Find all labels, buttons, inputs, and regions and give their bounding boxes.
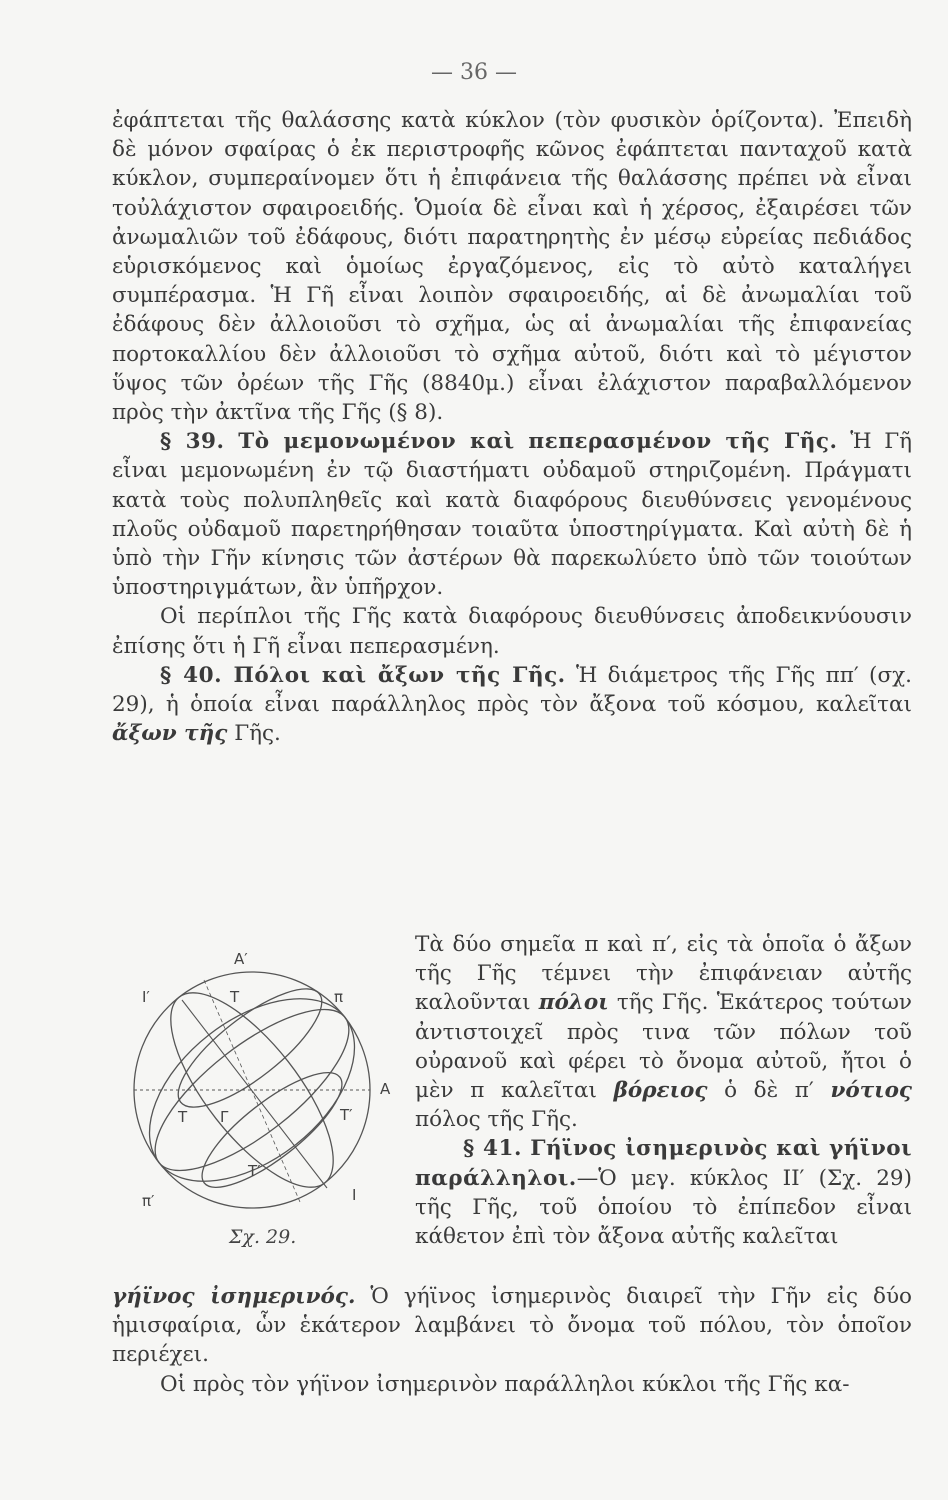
label-a: A (380, 1080, 391, 1098)
section-40-body-a: Ἡ διάμετρος τῆς Γῆς ππ′ (σχ. 29), ἡ ὁποία εἶναι παράλληλος πρὸς τὸν ἄξονα τοῦ κόσμου, καλεῖται (112, 662, 912, 718)
label-gamma: Γ (220, 1108, 229, 1126)
paragraph-spherical-earth: ἐφάπτεται τῆς θαλάσσης κατὰ κύκλον (τὸν φυσικὸν ὁρίζοντα). Ἐπειδὴ δὲ μόνον σφαίρας ὁ ἐκ περιστροφῆς κῶνος ἐφάπτεται πανταχοῦ κατὰ κύκλον, συμπεραίνομεν ὅτι ἡ ἐπιφάνεια τῆς θαλάσσης πρέπει νὰ εἶναι τοὐλάχιστον σφαιροειδής. Ὁμοία δὲ εἶναι καὶ ἡ χέρσος, ἐξαιρέσει τῶν ἀνωμαλιῶν τοῦ ἐδάφους, διότι παρατηρητὴς ἐν μέσῳ εὐρείας πεδιάδος εὑρισκόμενος καὶ ὁμοίως ἐργαζόμενος, εἰς τὸ αὐτὸ καταλήγει συμπέρασμα. Ἡ Γῆ εἶναι λοιπὸν σφαιροειδής, αἱ δὲ ἀνωμαλίαι τοῦ ἐδάφους δὲν ἀλλοιοῦσι τὸ σχῆμα, ὡς αἱ ἀνωμαλίαι τῆς ἐπιφανείας πορτοκαλλίου δὲν ἀλλοιοῦσι τὸ σχῆμα αὐτοῦ, διότι καὶ τὸ μέγιστον ὕψος τῶν ὀρέων τῆς Γῆς (8840μ.) εἶναι ἐλάχιστον παραβαλλόμενον πρὸς τὴν ἀκτῖνα τῆς Γῆς (§ 8). (112, 108, 912, 426)
figure-caption: Σχ. 29. (229, 1226, 297, 1248)
term-south: νότιος (830, 1078, 913, 1104)
poles-text-c: ὁ δὲ π′ (724, 1078, 814, 1104)
term-poles: πόλοι (538, 990, 609, 1016)
label-t-left: T (178, 1108, 188, 1126)
page-number: — 36 — (431, 60, 517, 85)
label-t-prime-right: T′ (340, 1106, 353, 1124)
parallels-paragraph: Οἱ πρὸς τὸν γήϊνον ἰσημερινὸν παράλληλοι κύκλοι τῆς Γῆς κα- (160, 1371, 850, 1397)
section-41 (415, 1134, 912, 1251)
section-40-title: § 40. Πόλοι καὶ ἄξων τῆς Γῆς. (160, 662, 566, 688)
section-41-body-a: —Ὁ μεγ. κύκλος ΙΙ′ (Σχ. 29) τῆς Γῆς, τοῦ ὁποίου τὸ ἐπίπεδον εἶναι κάθετον ἐπὶ τὸν ἄξονα αὐτῆς καλεῖται (415, 1165, 912, 1250)
section-40 (112, 661, 912, 749)
label-pi-prime: π′ (142, 1192, 155, 1210)
figure-29 (112, 940, 407, 1260)
main-text (112, 106, 912, 748)
label-t-top: T (230, 988, 240, 1006)
term-axis: ἄξων τῆς (112, 721, 228, 747)
side-text (415, 930, 912, 1251)
section-39-paragraph-2: Οἱ περίπλοι τῆς Γῆς κατὰ διαφόρους διευθύνσεις ἀποδεικνύουσιν ἐπίσης ὅτι ἡ Γῆ εἶναι πεπερασμένη. (112, 604, 912, 659)
poles-text-b: τῆς Γῆς. Ἑκάτερος τούτων ἀντιστοιχεῖ πρὸς τινα τῶν πόλων τοῦ οὐρανοῦ καὶ φέρει τὸ ὄνομα αὐτοῦ, ἤτοι ὁ μὲν π καλεῖται (415, 990, 912, 1104)
poles-text-d: πόλος τῆς Γῆς. (415, 1107, 578, 1133)
label-t-prime-bottom: T′ (248, 1162, 261, 1180)
section-41-body-b: Ὁ γήϊνος ἰσημερινὸς διαιρεῖ τὴν Γῆν εἰς δύο ἡμισφαίρια, ὧν ἑκάτερον λαμβάνει τὸ ὄνομα τοῦ πόλου, τὸν ὁποῖον περιέχει. (112, 1284, 912, 1368)
term-north: βόρειος (613, 1078, 708, 1104)
section-39-title: § 39. Τὸ μεμονωμένον καὶ πεπερασμένον τῆς Γῆς. (160, 429, 838, 455)
poles-text-a: Τὰ δύο σημεῖα π καὶ π′, εἰς τὰ ὁποῖα ὁ ἄξων τῆς Γῆς τέμνει τὴν ἐπιφάνειαν αὐτῆς καλοῦνται (415, 932, 912, 1016)
section-41-title: § 41. Γήϊνος ἰσημερινὸς καὶ γήϊνοι παράλληλοι. (415, 1136, 912, 1191)
section-40-paragraph-2 (415, 930, 912, 1134)
label-i-prime: I′ (142, 988, 150, 1006)
term-equator: γήϊνος ἰσημερινός. (112, 1284, 356, 1309)
label-i: I (352, 1186, 357, 1204)
equator-paragraph (112, 1282, 912, 1370)
section-40-body-b: Γῆς. (234, 721, 281, 747)
label-a-prime: A′ (234, 950, 248, 968)
section-39 (112, 427, 912, 602)
after-figure-text (112, 1282, 912, 1399)
earth-globe-diagram (112, 940, 407, 1240)
label-pi: π (334, 988, 344, 1006)
section-39-body: Ἡ Γῆ εἶναι μεμονωμένη ἐν τῷ διαστήματι οὐδαμοῦ στηριζομένη. Πράγματι κατὰ τοὺς πολυπληθεῖς καὶ κατὰ διαφόρους διευθύνσεις γενομένους πλοῦς οὐδαμοῦ παρετηρήθησαν τοιαῦτα ὑποστηρίγματα. Καὶ αὐτὴ δὲ ἡ ὑπὸ τὴν Γῆν κίνησις τῶν ἀστέρων θὰ παρεκωλύετο ὑπὸ τῶν τοιούτων ὑποστηριγμάτων, ἂν ὑπῆρχον. (112, 429, 912, 601)
